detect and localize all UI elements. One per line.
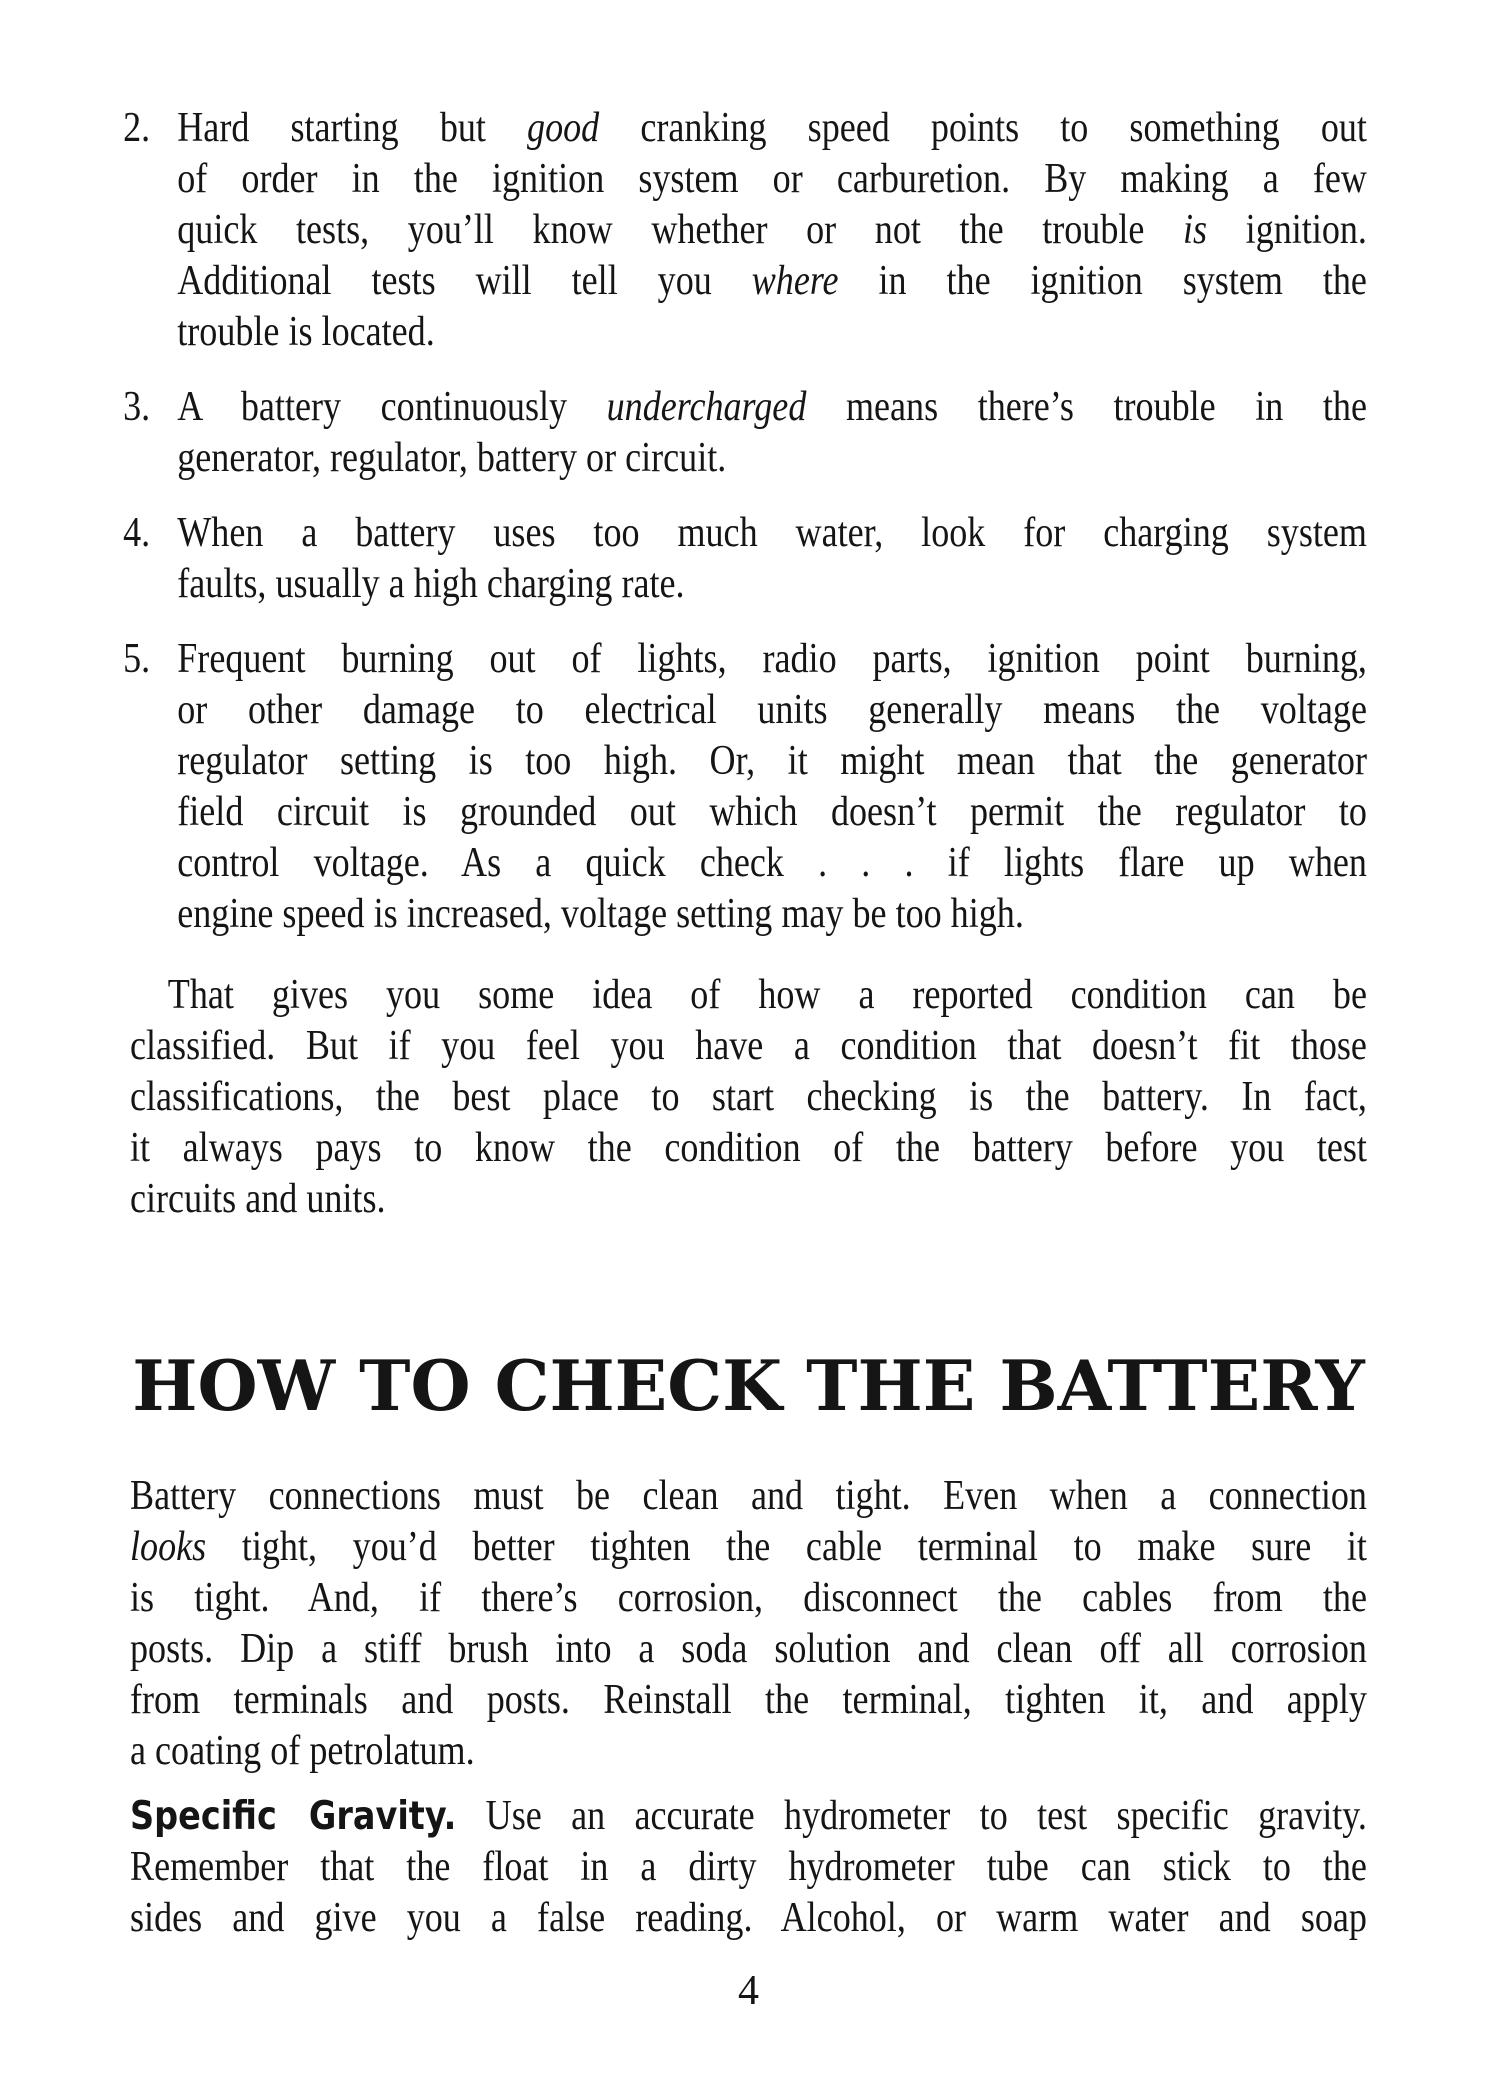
item-number: 3. <box>123 384 151 430</box>
text-line: engine speed is increased, voltage setting may be too high. <box>177 891 1024 937</box>
text-line: control voltage. As a quick check . . . if lights flare up when <box>177 840 1367 886</box>
text-line: generator, regulator, battery or circuit. <box>177 435 727 481</box>
text-line: from terminals and posts. Reinstall the terminal, tighten it, and apply <box>130 1677 1367 1723</box>
item-number: 4. <box>123 510 151 556</box>
battery-connections-paragraph <box>130 1471 1367 1777</box>
text-line: A battery continuously undercharged means there’s trouble in the <box>177 384 1367 430</box>
intro-paragraph <box>130 970 1367 1225</box>
text-line: Additional tests will tell you where in the ignition system the <box>177 258 1367 304</box>
item-text <box>177 382 1367 484</box>
text-line: posts. Dip a stiff brush into a soda solution and clean off all corrosion <box>130 1626 1367 1672</box>
text-line: sides and give you a false reading. Alcohol, or warm water and soap <box>130 1895 1367 1941</box>
list-item-5 <box>123 634 1367 940</box>
text-line: When a battery uses too much water, look for charging system <box>177 510 1367 556</box>
text-line: trouble is located. <box>177 309 435 355</box>
text-line: of order in the ignition system or carburetion. By making a few <box>177 156 1367 202</box>
text-line: field circuit is grounded out which doesn’t permit the regulator to <box>177 789 1367 835</box>
item-text <box>177 103 1367 358</box>
text-line: That gives you some idea of how a reported condition can be <box>167 972 1367 1018</box>
text-line: quick tests, you’ll know whether or not the trouble is ignition. <box>177 207 1367 253</box>
text-line: classifications, the best place to start checking is the battery. In fact, <box>130 1074 1367 1120</box>
text-line: Remember that the float in a dirty hydrometer tube can stick to the <box>130 1844 1367 1890</box>
page-number: 4 <box>738 1968 759 2014</box>
text-line: is tight. And, if there’s corrosion, disconnect the cables from the <box>130 1575 1367 1621</box>
section-heading: HOW TO CHECK THE BATTERY <box>132 1346 1365 1427</box>
text-line: classified. But if you feel you have a condition that doesn’t fit those <box>130 1023 1367 1069</box>
text-line: it always pays to know the condition of the battery before you test <box>130 1125 1367 1171</box>
text-line: looks tight, you’d better tighten the cable terminal to make sure it <box>130 1524 1367 1570</box>
text-line: Specific Gravity. Use an accurate hydrometer to test specific gravity. <box>130 1793 1367 1839</box>
text-line: regulator setting is too high. Or, it might mean that the generator <box>177 738 1367 784</box>
text-line: Hard starting but good cranking speed points to something out <box>177 105 1367 151</box>
text-line: faults, usually a high charging rate. <box>177 561 685 607</box>
list-item-4 <box>123 508 1367 610</box>
list-item-3 <box>123 382 1367 484</box>
text-line: or other damage to electrical units generally means the voltage <box>177 687 1367 733</box>
upper-text-column <box>123 103 1367 1225</box>
text-line: Frequent burning out of lights, radio parts, ignition point burning, <box>177 636 1367 682</box>
item-text <box>177 508 1367 610</box>
item-text <box>177 634 1367 940</box>
item-number: 2. <box>123 105 151 151</box>
specific-gravity-paragraph <box>130 1791 1367 1944</box>
list-item-2 <box>123 103 1367 358</box>
item-number: 5. <box>123 636 151 682</box>
text-line: a coating of petrolatum. <box>130 1728 475 1774</box>
text-line: Battery connections must be clean and tight. Even when a connection <box>130 1473 1367 1519</box>
lower-text-column <box>130 1471 1367 1944</box>
text-line: circuits and units. <box>130 1176 386 1222</box>
